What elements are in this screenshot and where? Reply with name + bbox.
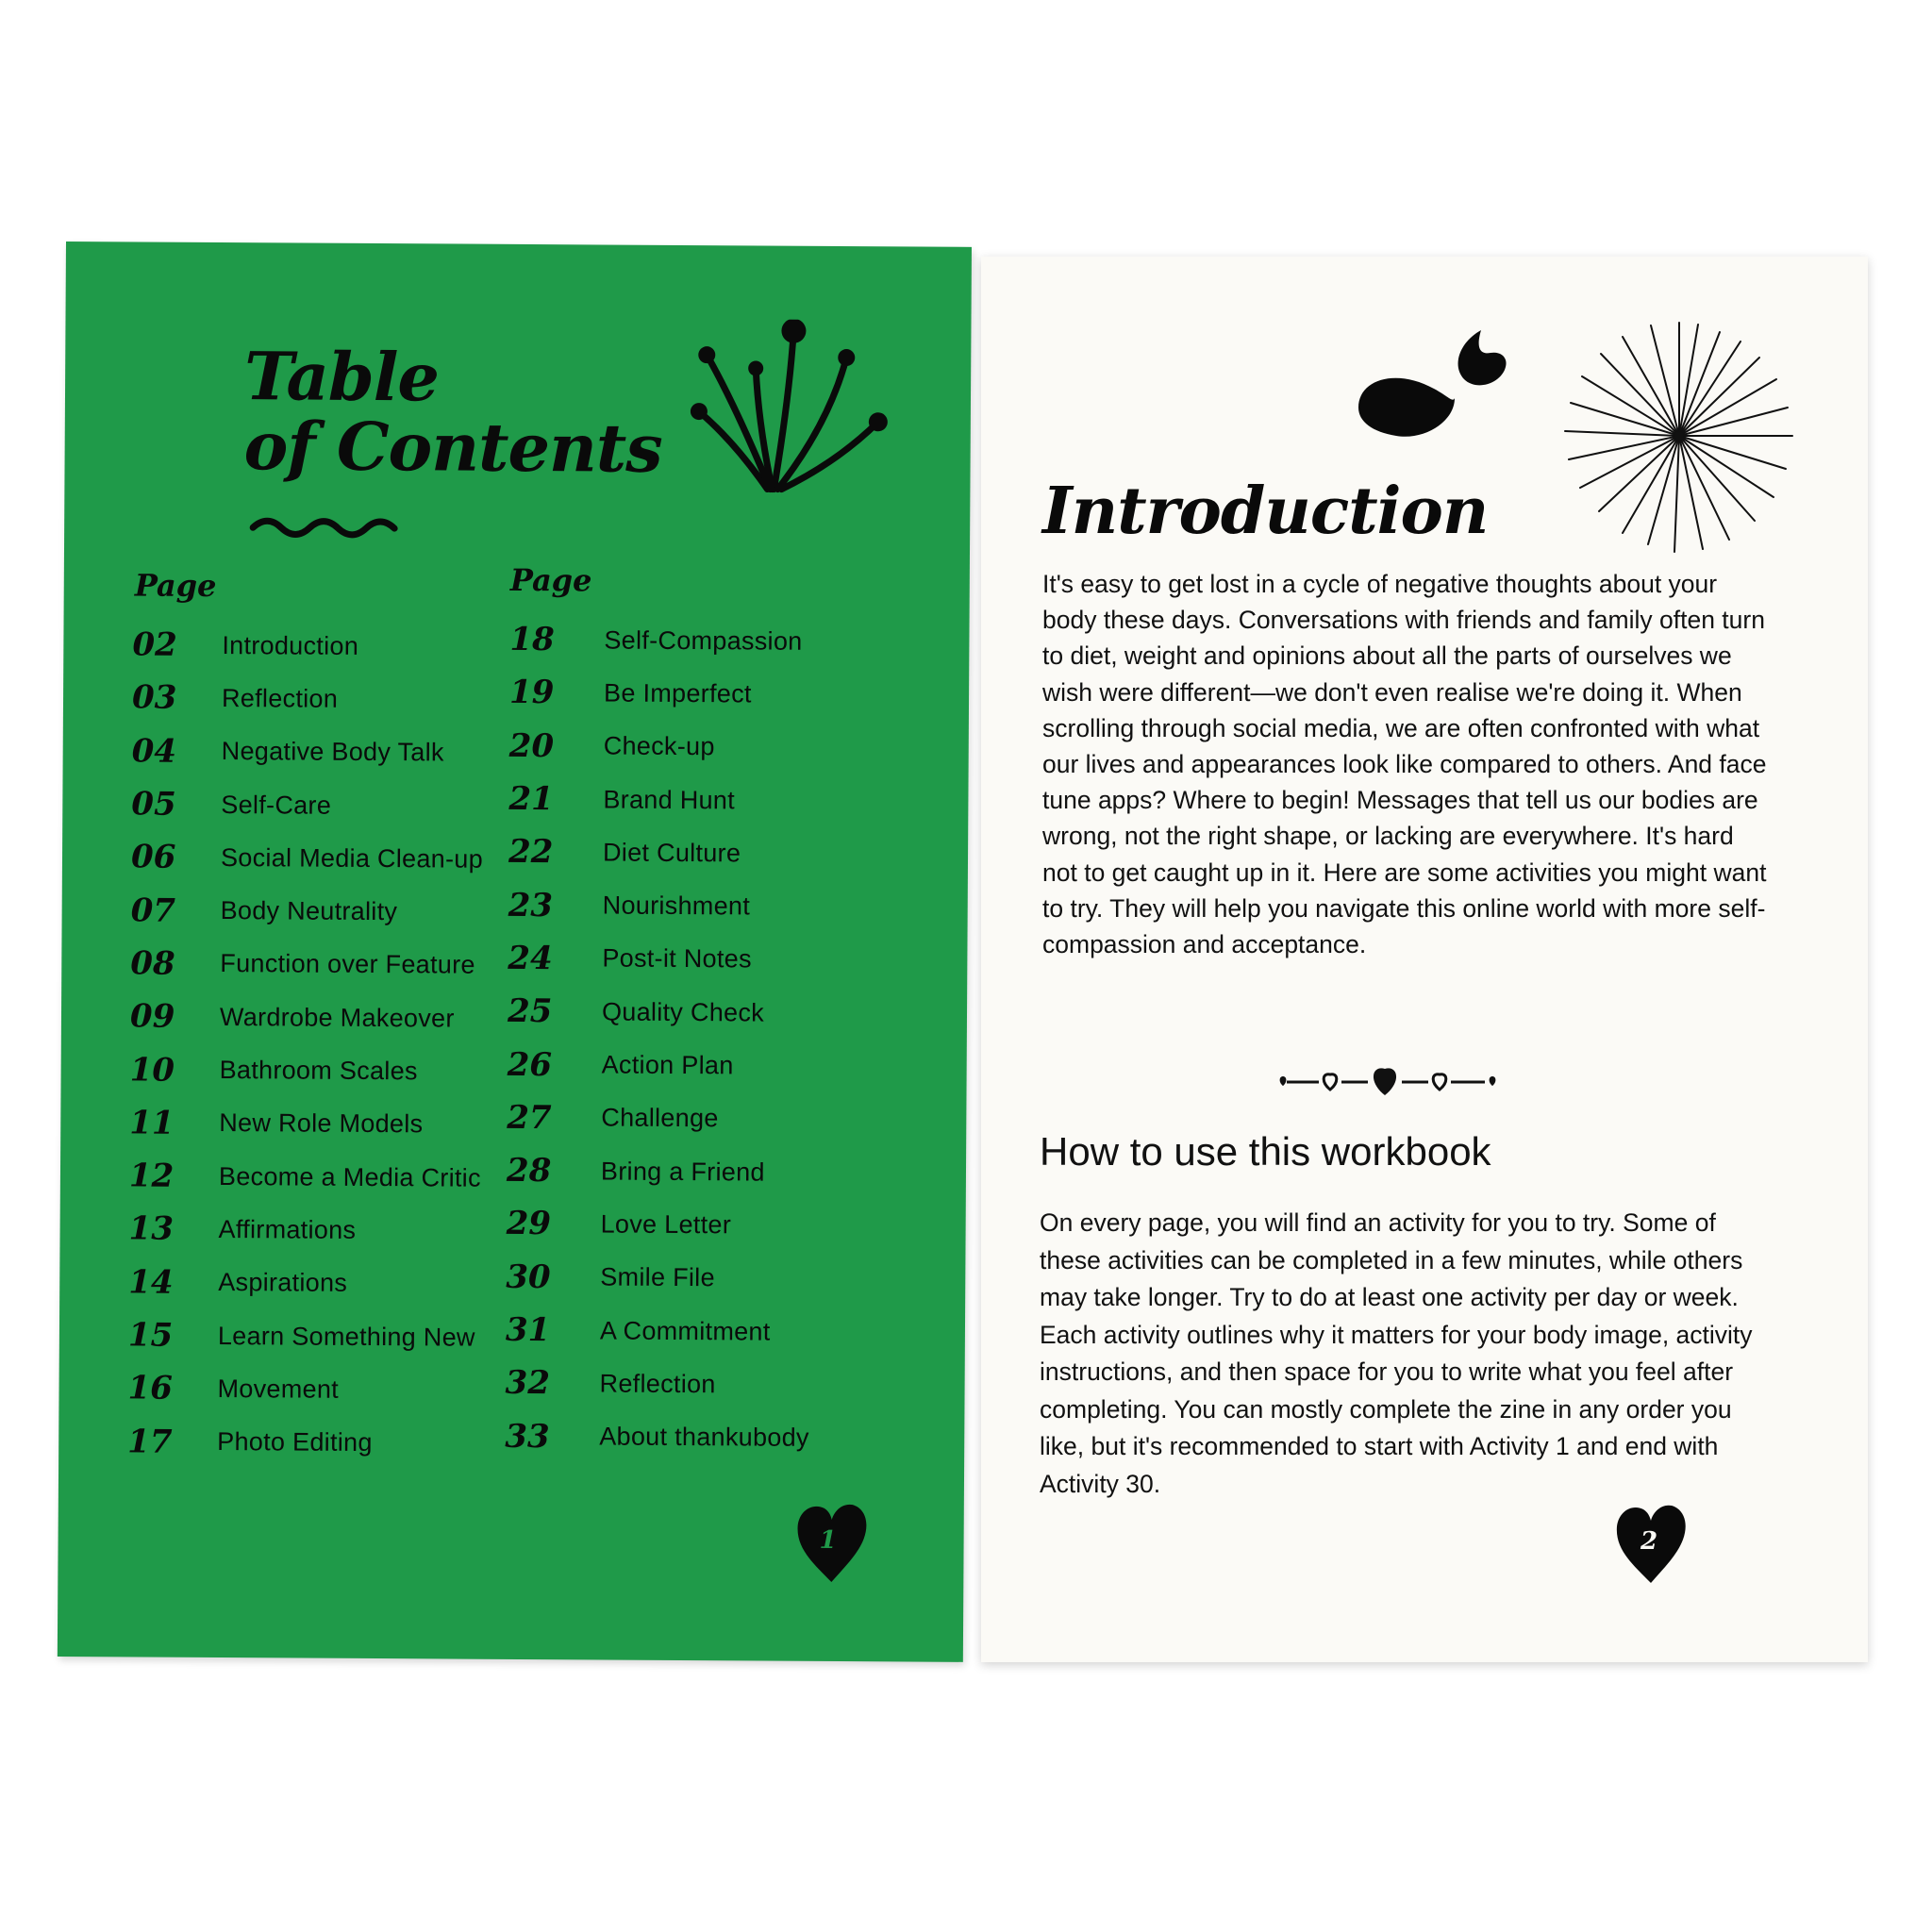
toc-row <box>113 884 519 940</box>
toc-entry-label: Reflection <box>599 1369 716 1399</box>
toc-row <box>508 985 904 1041</box>
heart-page-number-icon <box>1613 1502 1689 1587</box>
toc-page-number: 27 <box>507 1098 552 1137</box>
hearts-divider-icon <box>1274 1063 1509 1101</box>
how-to-use-body: On every page, you will find an activity for you to try. Some of these activities can be completed in a few minutes, while others may take longer. Try to do at least one activity per day or week. Each activity outlines why it matters for your body image, activity instructions, and then space for you to write what you feel after completing. You can mostly complete the zine in any order you like, but it's recommended to start with Activity 1 and end with Activity 30. <box>1040 1208 1753 1498</box>
introduction-body: It's easy to get lost in a cycle of negative thoughts about your body these days. Conversations with friends and family often turn to diet, weight and opinions about all the parts of ourselves we wish were different—we don't even realise we're doing it. When scrolling through social media, we are often confronted with what our lives and appearances look like compared to others. And face tune apps? Where to begin! Messages that tell us our bodies are wrong, not the right shape, or lacking are everywhere. It's hard not to get caught up in it. Here are some activities you might want to try. They will help you navigate this online world with more self-compassion and acceptance. <box>1042 570 1767 959</box>
toc-page-number: 06 <box>130 838 176 877</box>
starburst-icon <box>1561 318 1797 554</box>
toc-row <box>506 1197 902 1253</box>
toc-entry-label: Brand Hunt <box>603 785 736 814</box>
toc-row <box>113 990 519 1045</box>
toc-page-number: 25 <box>507 992 553 1031</box>
toc-entry-label: Reflection <box>221 683 339 713</box>
heart-page-number-icon <box>793 1501 870 1586</box>
toc-row <box>508 878 905 934</box>
toc-page-number: 15 <box>127 1316 174 1355</box>
toc-entry-label: Photo Editing <box>217 1427 373 1457</box>
toc-entry-label: Wardrobe Makeover <box>219 1002 455 1033</box>
toc-page-number: 29 <box>506 1205 552 1243</box>
toc-page-number: 22 <box>508 833 554 872</box>
toc-page-number: 16 <box>127 1369 174 1408</box>
toc-page-number: 20 <box>508 726 555 765</box>
toc-entry-label: Movement <box>217 1374 340 1404</box>
toc-row <box>509 666 906 722</box>
page-number-left: 1 <box>819 1525 837 1556</box>
toc-title-line2: of Contents <box>243 407 662 488</box>
toc-row <box>112 1043 518 1099</box>
toc-row <box>508 1038 904 1093</box>
toc-row <box>115 672 521 727</box>
toc-page-number: 32 <box>505 1364 551 1403</box>
toc-page-number: 04 <box>131 732 177 771</box>
toc-entry-label: Action Plan <box>601 1050 734 1080</box>
toc-entry-label: Self-Care <box>221 790 332 820</box>
toc-entry-label: Affirmations <box>218 1214 357 1244</box>
toc-page-number: 14 <box>128 1263 174 1302</box>
toc-page-number: 12 <box>128 1157 175 1195</box>
toc-entry-label: Function over Feature <box>220 949 475 980</box>
toc-row <box>112 1149 518 1205</box>
toc-page-number: 10 <box>129 1050 175 1090</box>
toc-page-number: 30 <box>506 1257 551 1296</box>
toc-row <box>115 724 521 780</box>
toc-title <box>243 337 662 488</box>
toc-entry-label: Negative Body Talk <box>221 737 444 767</box>
toc-title-line1: Table <box>243 337 440 417</box>
toc-row <box>113 937 519 992</box>
introduction-page <box>981 257 1868 1662</box>
toc-entry-label: About thankubody <box>599 1422 809 1452</box>
toc-row <box>508 825 905 881</box>
toc-entry-label: Nourishment <box>602 891 751 921</box>
toc-page-number: 02 <box>132 625 177 664</box>
toc-row <box>114 831 520 887</box>
toc-row <box>506 1250 902 1306</box>
toc-entry-label: Bathroom Scales <box>219 1056 418 1086</box>
toc-entry-label: Aspirations <box>218 1268 348 1298</box>
dandelion-stems-icon <box>677 319 895 499</box>
toc-page-number: 24 <box>508 939 553 978</box>
toc-page-number: 21 <box>508 779 554 819</box>
toc-row <box>509 613 906 669</box>
toc-entry-label: Smile File <box>600 1262 715 1292</box>
how-to-use-heading: How to use this workbook <box>1040 1129 1491 1174</box>
toc-row <box>506 1304 902 1359</box>
toc-row <box>508 773 905 828</box>
toc-page-number: 19 <box>508 674 555 712</box>
toc-column-left <box>110 567 522 1470</box>
toc-page-number: 33 <box>505 1417 550 1456</box>
toc-entry-label: Bring a Friend <box>600 1157 765 1187</box>
toc-row <box>114 777 520 833</box>
introduction-heading: Introduction <box>1042 474 1489 549</box>
toc-entry-label: Love Letter <box>600 1209 732 1240</box>
toc-entry-label: A Commitment <box>599 1315 771 1346</box>
toc-column-heading: Page <box>134 567 217 604</box>
toc-page-number: 28 <box>506 1151 552 1191</box>
toc-row <box>111 1308 517 1364</box>
toc-page-number: 07 <box>130 891 176 930</box>
toc-entry-label: Become a Media Critic <box>218 1161 481 1192</box>
toc-entry-label: Body Neutrality <box>220 896 398 926</box>
toc-entry-label: Introduction <box>222 630 359 660</box>
toc-page-number: 11 <box>129 1104 175 1142</box>
toc-row <box>110 1361 516 1417</box>
toc-column-heading: Page <box>509 561 592 599</box>
toc-row <box>508 932 904 988</box>
page-number-right: 2 <box>1640 1527 1658 1556</box>
toc-page-number: 05 <box>131 785 176 824</box>
toc-row <box>111 1203 517 1258</box>
toc-page-number: 18 <box>509 621 555 659</box>
toc-row <box>505 1409 901 1465</box>
toc-page-number: 17 <box>127 1423 173 1461</box>
toc-page-number: 08 <box>130 944 175 983</box>
toc-row <box>111 1256 517 1311</box>
table-of-contents-page <box>58 242 972 1662</box>
toc-page-number: 26 <box>507 1045 553 1084</box>
toc-entry-label: Social Media Clean-up <box>220 842 484 874</box>
toc-page-number: 23 <box>508 886 554 924</box>
toc-row <box>505 1357 901 1412</box>
toc-row <box>115 618 521 674</box>
toc-page-number: 31 <box>505 1310 551 1350</box>
toc-page-number: 13 <box>128 1209 175 1249</box>
toc-entry-label: Challenge <box>601 1103 719 1133</box>
droplets-icon <box>1349 323 1519 445</box>
toc-entry-label: Be Imperfect <box>603 678 752 708</box>
toc-entry-label: New Role Models <box>219 1108 424 1139</box>
toc-row <box>507 1091 903 1147</box>
toc-entry-label: Quality Check <box>601 997 765 1027</box>
toc-entry-label: Self-Compassion <box>604 625 803 656</box>
toc-row <box>507 1144 903 1200</box>
toc-row <box>112 1096 518 1152</box>
toc-entry-label: Check-up <box>603 731 715 761</box>
toc-row <box>509 719 906 774</box>
toc-row <box>110 1415 516 1471</box>
toc-entry-label: Diet Culture <box>602 838 741 868</box>
squiggle-icon <box>248 507 408 545</box>
toc-page-number: 03 <box>131 678 177 718</box>
toc-column-right <box>505 561 907 1465</box>
toc-entry-label: Post-it Notes <box>602 943 752 974</box>
toc-entry-label: Learn Something New <box>217 1321 475 1352</box>
toc-page-number: 09 <box>129 997 175 1036</box>
